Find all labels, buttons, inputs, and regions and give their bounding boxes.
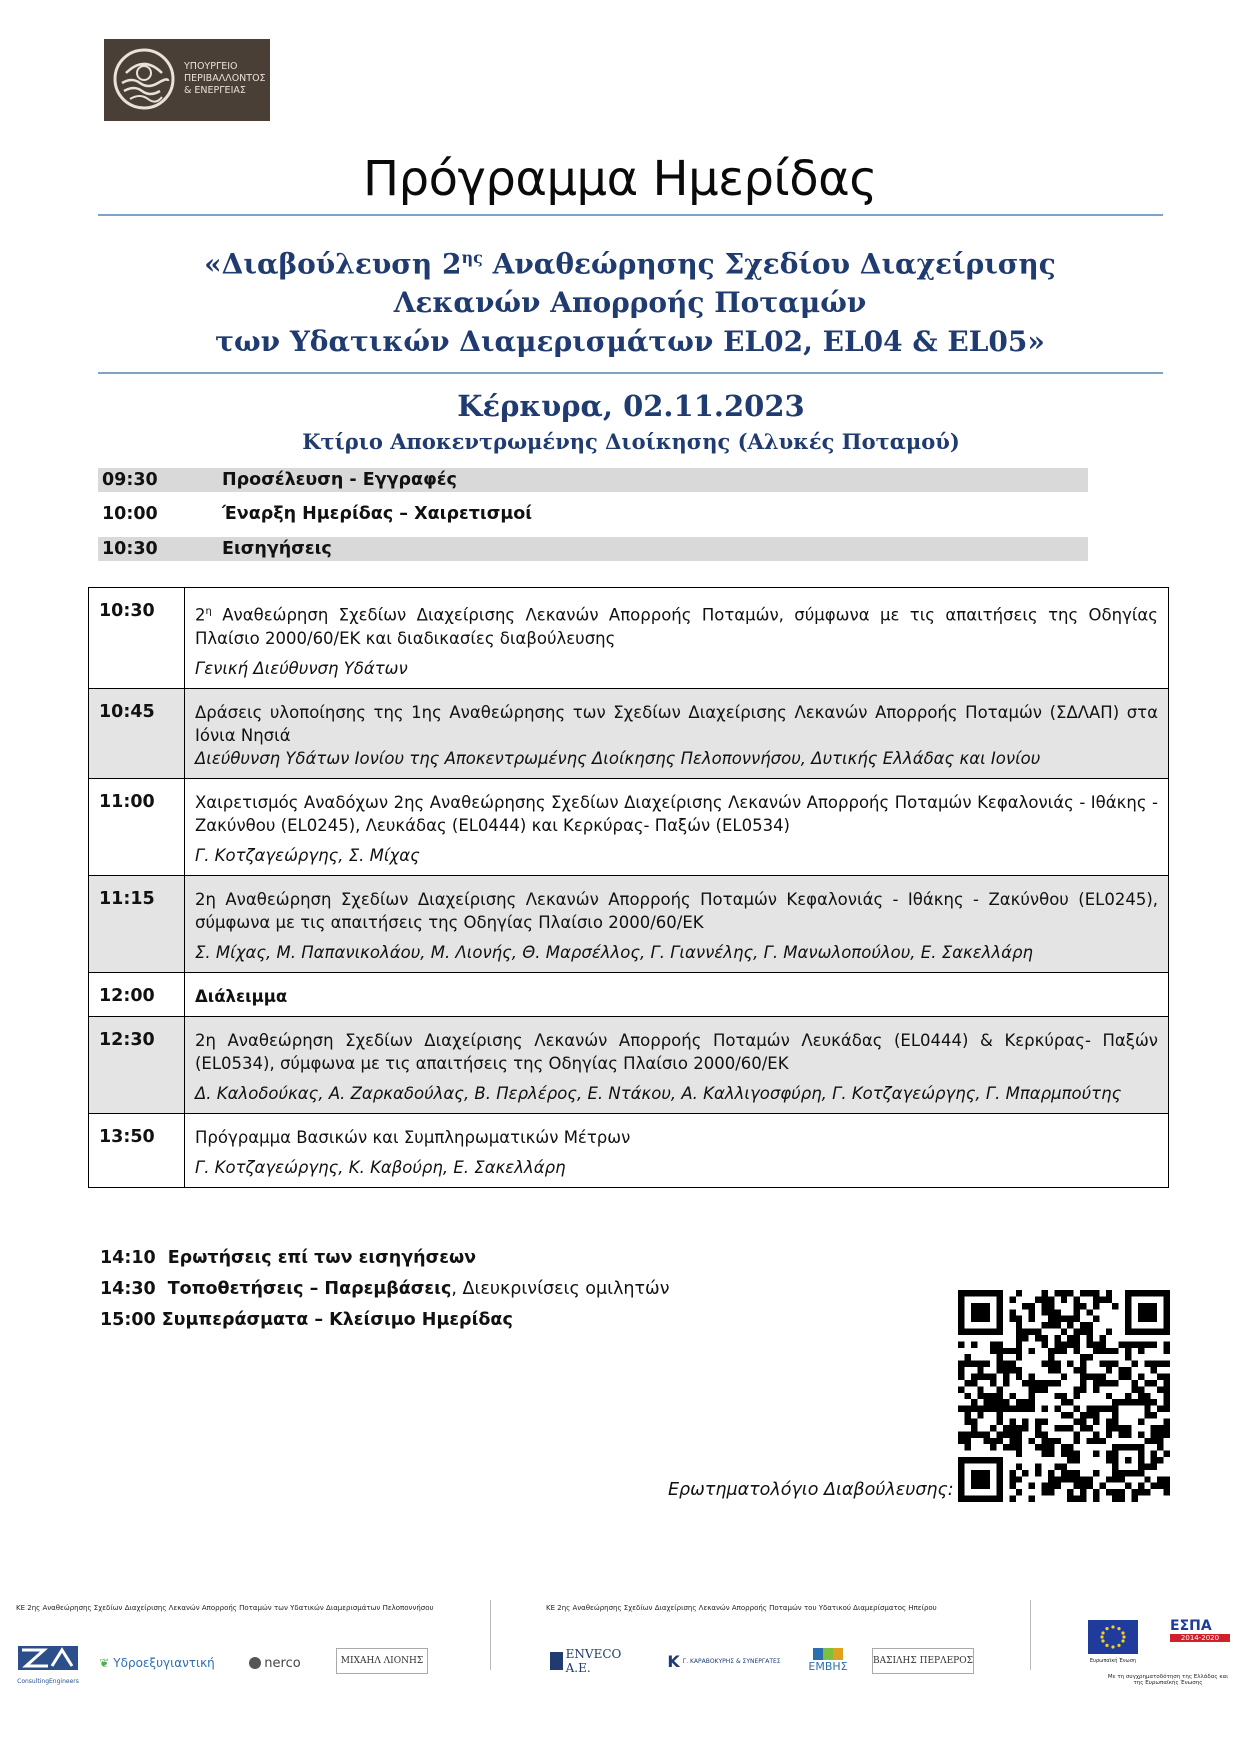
session-time: 11:15: [89, 875, 185, 972]
event-date: Κέρκυρα, 02.11.2023: [457, 389, 805, 423]
footer-caption-middle: ΚΕ 2ης Αναθεώρησης Σχεδίων Διαχείρισης Λεκανών Απορροής Ποταμών του Υδατικού Διαμερίσματος Ηπείρου: [546, 1604, 937, 1612]
session-description: Πρόγραμμα Βασικών και Συμπληρωματικών Μέτρων: [195, 1127, 631, 1147]
session-time: 10:45: [89, 688, 185, 778]
lionis-logo: ΜΙΧΑΗΛ ΛΙΟΝΗΣ: [336, 1648, 428, 1674]
session-details: [185, 588, 1169, 689]
footer-caption-left: ΚΕ 2ης Αναθεώρησης Σχεδίων Διαχείρισης Λεκανών Απορροής Ποταμών των Υδατικών Διαμερισμάτων Πελοποννήσου: [16, 1604, 434, 1612]
emvis-logo: ΕΜΒΗΣ: [806, 1640, 850, 1680]
table-row: [89, 1113, 1169, 1187]
title-divider: [98, 214, 1163, 216]
questionnaire-label: Ερωτηματολόγιο Διαβούλευσης:: [668, 1480, 954, 1500]
session-time: 12:30: [89, 1016, 185, 1113]
questionnaire-qr-code[interactable]: [958, 1290, 1170, 1502]
table-row: [89, 972, 1169, 1016]
ministry-name: ΥΠΟΥΡΓΕΙΟ ΠΕΡΙΒΑΛΛΟΝΤΟΣ & ΕΝΕΡΓΕΙΑΣ: [184, 61, 266, 96]
nerco-dot-icon: [249, 1657, 261, 1669]
session-speakers: Γενική Διεύθυνση Υδάτων: [195, 658, 408, 678]
table-row: [89, 778, 1169, 875]
ministry-emblem-icon: [112, 47, 176, 111]
session-description: Διάλειμμα: [195, 986, 288, 1006]
consulting-engineers-logo: ConsultingEngineers: [16, 1644, 80, 1684]
table-row: [89, 588, 1169, 689]
session-details: [185, 875, 1169, 972]
schedule-table: [88, 587, 1169, 1188]
session-details: [185, 778, 1169, 875]
session-speakers: Διεύθυνση Υδάτων Ιονίου της Αποκεντρωμένης Διοίκησης Πελοποννήσου, Δυτικής Ελλάδας και Ιονίου: [195, 748, 1041, 768]
footer-divider: [490, 1600, 491, 1670]
session-details: [185, 1016, 1169, 1113]
session-speakers: Σ. Μίχας, Μ. Παπανικολάου, Μ. Λιονής, Θ. Μαρσέλλος, Γ. Γιαννέλης, Γ. Μανωλοπούλου, Ε. Σακελλάρη: [195, 942, 1033, 962]
eu-flag-icon: [1088, 1620, 1138, 1654]
post-session-row: 14:30 Τοποθετήσεις – Παρεμβάσεις, Διευκρινίσεις ομιλητών: [100, 1279, 670, 1299]
consulting-engineers-icon: [16, 1644, 80, 1674]
pre-session-row: 09:30 Προσέλευση - Εγγραφές: [98, 468, 1088, 492]
session-time: 13:50: [89, 1113, 185, 1187]
session-details: [185, 1113, 1169, 1187]
table-row: [89, 1016, 1169, 1113]
session-details: [185, 972, 1169, 1016]
subtitle-line-1: «Διαβούλευση $2^{\eta\varsigma}$ Αναθεώρησης Σχεδίου Διαχείρισης: [204, 247, 1056, 281]
session-speakers: Δ. Καλοδούκας, Α. Ζαρκαδούλας, Β. Περλέρος, Ε. Ντάκου, Α. Καλλιγοσφύρη, Γ. Κοτζαγεώργης, Γ. Μπαρμπούτης: [195, 1083, 1122, 1103]
session-description: Χαιρετισμός Αναδόχων 2ης Αναθεώρησης Σχεδίων Διαχείρισης Λεκανών Απορροής Ποταμών Κεφαλονιάς - Ιθάκης - Ζακύνθου (EL0245), Λευκάδας (EL0444) και Κερκύρας- Παξών (EL0534): [195, 792, 1158, 835]
pre-session-row: 10:30 Εισηγήσεις: [98, 537, 1088, 561]
session-description: $2^\eta$ Αναθεώρηση Σχεδίων Διαχείρισης Λεκανών Απορροής Ποταμών, σύμφωνα με τις απαιτήσεις της Οδηγίας Πλαίσιο 2000/60/ΕΚ και διαδικασίες διαβούλευσης: [195, 605, 1158, 648]
leaf-icon: ❦: [99, 1656, 110, 1670]
session-speakers: Γ. Κοτζαγεώργης, Σ. Μίχας: [195, 845, 420, 865]
session-speakers: Γ. Κοτζαγεώργης, Κ. Καβούρη, Ε. Σακελλάρη: [195, 1157, 566, 1177]
perleros-logo: ΒΑΣΙΛΗΣ ΠΕΡΛΕΡΟΣ: [872, 1648, 974, 1674]
enveco-logo: ENVECO A.E.: [550, 1648, 642, 1674]
event-venue: Κτίριο Αποκεντρωμένης Διοίκησης (Αλυκές Ποταμού): [302, 429, 960, 454]
k-mark-icon: K: [667, 1651, 680, 1671]
cofunding-note: Με τη συγχρηματοδότηση της Ελλάδας και της Ευρωπαϊκής Ένωσης: [1107, 1674, 1229, 1686]
ministry-logo: [104, 39, 270, 121]
subtitle-line-2: Λεκανών Απορροής Ποταμών: [393, 286, 867, 320]
ydroexygiantiki-logo: ❦ Υδροεξυγιαντική: [99, 1656, 215, 1670]
subtitle-divider: [98, 372, 1163, 374]
post-session-row: 15:00 Συμπεράσματα – Κλείσιμο Ημερίδας: [100, 1310, 513, 1330]
nerco-logo: nerco: [240, 1650, 310, 1676]
session-description: 2η Αναθεώρηση Σχεδίων Διαχείρισης Λεκανών Απορροής Ποταμών Κεφαλονιάς - Ιθάκης - Ζακύνθου (EL0245), σύμφωνα με τις απαιτήσεις της Οδηγίας Πλαίσιο 2000/60/ΕΚ: [195, 889, 1158, 932]
session-description: Δράσεις υλοποίησης της 1ης Αναθεώρησης των Σχεδίων Διαχείρισης Λεκανών Απορροής Ποταμών (ΣΔΛΑΠ) στα Ιόνια Νησιά: [195, 702, 1158, 745]
eu-logo: Ευρωπαϊκή Ένωση: [1088, 1620, 1138, 1670]
enveco-mark-icon: [550, 1652, 563, 1670]
post-session-row: 14:10 Ερωτήσεις επί των εισηγήσεων: [100, 1248, 477, 1268]
session-time: 10:30: [89, 588, 185, 689]
subtitle-line-3: των Υδατικών Διαμερισμάτων EL02, EL04 & EL05»: [215, 325, 1045, 359]
event-subtitle: [0, 238, 1240, 361]
session-time: 11:00: [89, 778, 185, 875]
pre-session-row: 10:00 Έναρξη Ημερίδας – Χαιρετισμοί: [102, 504, 533, 524]
espa-logo: ΕΣΠΑ 2014-2020: [1170, 1618, 1230, 1658]
footer-divider: [1030, 1600, 1031, 1670]
session-description: 2η Αναθεώρηση Σχεδίων Διαχείρισης Λεκανών Απορροής Ποταμών Λευκάδας (EL0444) & Κερκύρας- Παξών (EL0534), σύμφωνα με τις απαιτήσεις της Οδηγίας Πλαίσιο 2000/60/ΕΚ: [195, 1030, 1158, 1073]
karavokyris-logo: K Γ. ΚΑΡΑΒΟΚΥΡΗΣ & ΣΥΝΕΡΓΑΤΕΣ: [667, 1651, 781, 1671]
page-title: Πρόγραμμα Ημερίδας: [363, 151, 877, 207]
emvis-grid-icon: [813, 1648, 843, 1660]
session-details: [185, 688, 1169, 778]
session-time: 12:00: [89, 972, 185, 1016]
table-row: [89, 688, 1169, 778]
table-row: [89, 875, 1169, 972]
